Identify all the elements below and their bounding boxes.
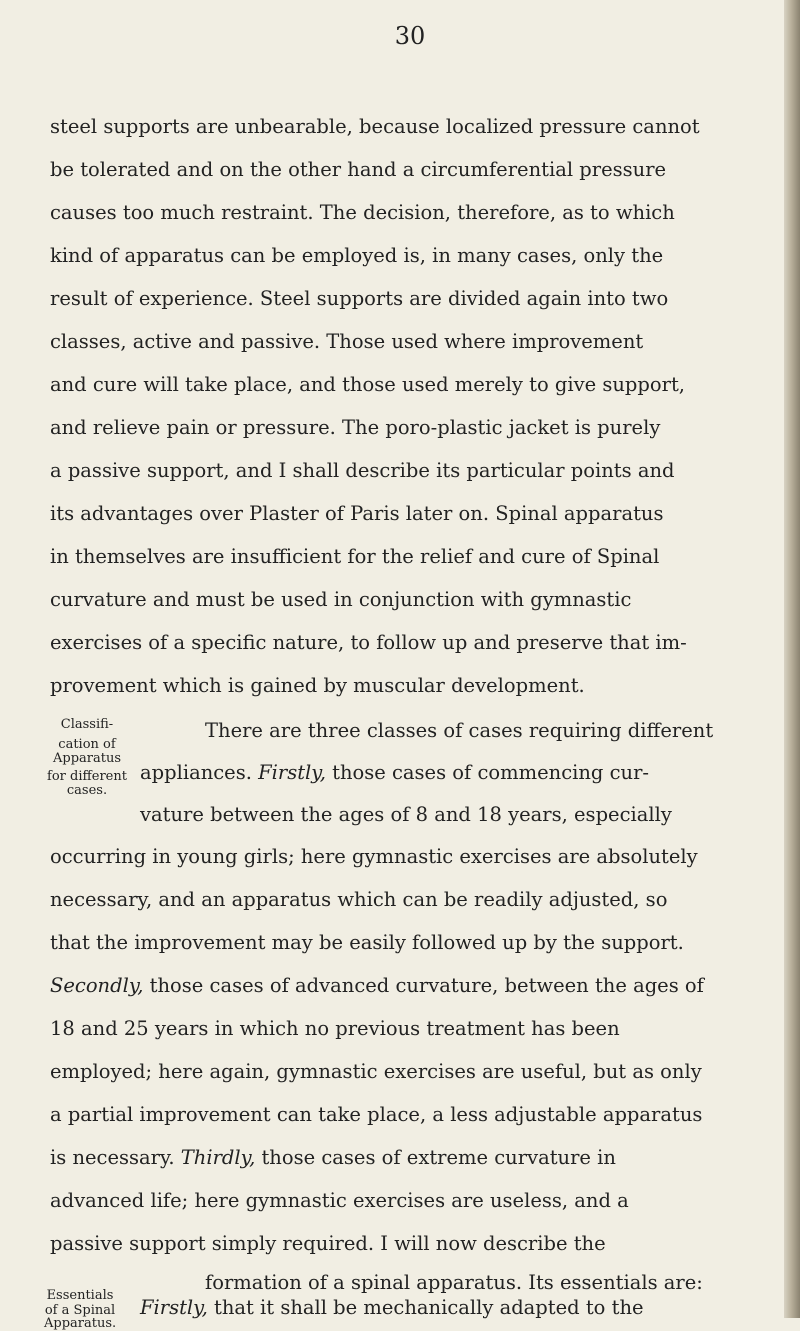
- margin-note-line: Essentials: [46, 1288, 114, 1303]
- text-span: those cases of commencing cur-: [325, 761, 649, 784]
- margin-note-classification: [46, 718, 128, 800]
- text-line: that the improvement may be easily followed up by the support.: [50, 931, 684, 954]
- text-span: is necessary.: [50, 1146, 181, 1169]
- text-line: vature between the ages of 8 and 18 years, especially: [140, 803, 672, 826]
- text-line: steel supports are unbearable, because localized pressure cannot: [50, 115, 700, 138]
- emphasis-firstly: Firstly,: [140, 1296, 208, 1319]
- margin-note-line: Classifi-: [60, 717, 114, 732]
- text-span: those cases of advanced curvature, between the ages of: [143, 974, 704, 997]
- text-line: [50, 974, 704, 998]
- text-span: appliances.: [140, 761, 259, 784]
- emphasis-thirdly: Thirdly,: [180, 1146, 256, 1169]
- text-line: [50, 1146, 616, 1170]
- text-line: curvature and must be used in conjunction with gymnastic: [50, 588, 632, 611]
- text-line: in themselves are insufficient for the relief and cure of Spinal: [50, 545, 660, 568]
- page-number: 30: [394, 22, 426, 50]
- text-line: causes too much restraint. The decision, therefore, as to which: [50, 201, 675, 224]
- text-line: a passive support, and I shall describe its particular points and: [50, 459, 675, 482]
- text-line: necessary, and an apparatus which can be readily adjusted, so: [50, 888, 668, 911]
- page-edge-shadow: [784, 0, 800, 1318]
- margin-note-line: Apparatus.: [44, 1316, 117, 1331]
- margin-note-line: for different: [47, 769, 127, 784]
- text-line: result of experience. Steel supports are divided again into two: [50, 287, 669, 310]
- text-line: advanced life; here gymnastic exercises are useless, and a: [50, 1189, 629, 1212]
- margin-note-essentials: [44, 1289, 116, 1330]
- margin-note-line: cation of: [58, 737, 116, 752]
- text-line: There are three classes of cases requiring different: [205, 719, 714, 742]
- text-line: a partial improvement can take place, a less adjustable apparatus: [50, 1103, 703, 1126]
- text-line: and relieve pain or pressure. The poro-plastic jacket is purely: [50, 416, 661, 439]
- text-line: its advantages over Plaster of Paris later on. Spinal apparatus: [50, 502, 664, 525]
- text-line: provement which is gained by muscular development.: [50, 674, 585, 697]
- text-line: be tolerated and on the other hand a circumferential pressure: [50, 158, 667, 181]
- text-line: [140, 1296, 644, 1320]
- margin-note-line: of a Spinal: [44, 1303, 116, 1318]
- text-line: passive support simply required. I will now describe the: [50, 1232, 606, 1255]
- text-line: employed; here again, gymnastic exercises are useful, but as only: [50, 1060, 702, 1083]
- text-span: that it shall be mechanically adapted to the: [207, 1296, 644, 1319]
- margin-note-line: cases.: [66, 783, 108, 798]
- text-line: and cure will take place, and those used merely to give support,: [50, 373, 685, 396]
- margin-note-line: Apparatus: [52, 751, 121, 766]
- text-line: 18 and 25 years in which no previous treatment has been: [50, 1017, 620, 1040]
- text-line: exercises of a specific nature, to follow up and preserve that im-: [50, 631, 687, 654]
- emphasis-secondly: Secondly,: [50, 974, 144, 997]
- text-line: [140, 761, 649, 785]
- text-span: those cases of extreme curvature in: [255, 1146, 616, 1169]
- text-line: occurring in young girls; here gymnastic exercises are absolutely: [50, 845, 698, 868]
- text-line: classes, active and passive. Those used where improvement: [50, 330, 644, 353]
- text-line: kind of apparatus can be employed is, in many cases, only the: [50, 244, 664, 267]
- emphasis-firstly: Firstly,: [258, 761, 326, 784]
- text-line: formation of a spinal apparatus. Its essentials are:: [205, 1271, 703, 1294]
